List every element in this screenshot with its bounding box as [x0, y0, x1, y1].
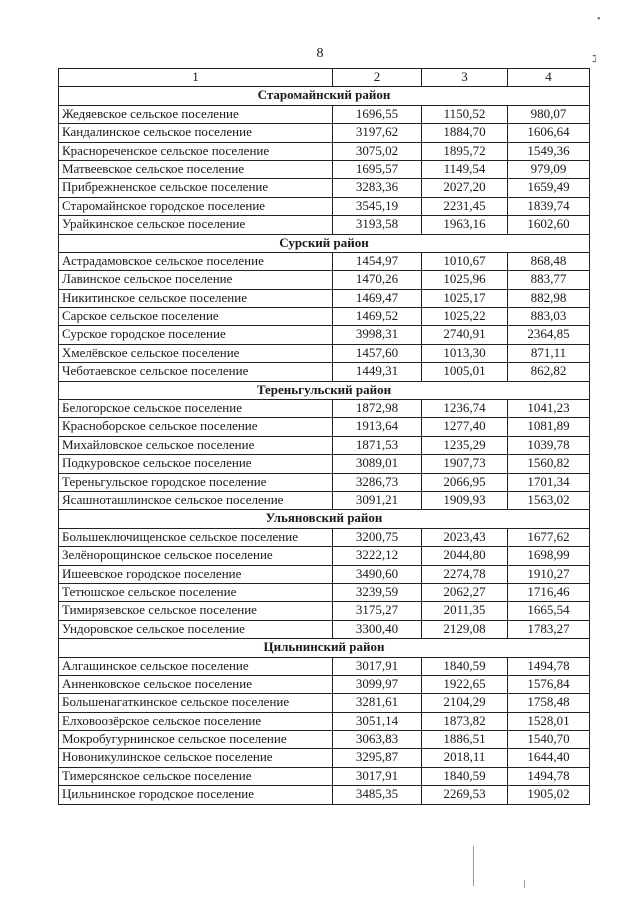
value-col-2: 3200,75	[333, 528, 422, 546]
value-col-3: 1840,59	[422, 657, 508, 675]
district-row	[59, 639, 590, 657]
settlement-row	[59, 731, 590, 749]
scan-speck: ℷ	[592, 54, 597, 65]
value-col-3: 1895,72	[422, 142, 508, 160]
settlement-name: Никитинское сельское поселение	[59, 289, 333, 307]
settlement-name: Подкуровское сельское поселение	[59, 455, 333, 473]
value-col-4: 1701,34	[508, 473, 590, 491]
value-col-3: 2274,78	[422, 565, 508, 583]
scan-line	[473, 846, 474, 886]
value-col-3: 1025,96	[422, 271, 508, 289]
settlement-name: Большеключищенское сельское поселение	[59, 528, 333, 546]
settlement-row	[59, 418, 590, 436]
settlement-name: Сарское сельское поселение	[59, 308, 333, 326]
settlement-table-container	[58, 68, 589, 805]
value-col-4: 1698,99	[508, 547, 590, 565]
settlement-row	[59, 179, 590, 197]
settlement-name: Новоникулинское сельское поселение	[59, 749, 333, 767]
settlement-row	[59, 473, 590, 491]
settlement-row	[59, 326, 590, 344]
value-col-3: 1235,29	[422, 436, 508, 454]
value-col-4: 1563,02	[508, 491, 590, 509]
settlement-row	[59, 252, 590, 270]
value-col-4: 1783,27	[508, 620, 590, 638]
settlement-row	[59, 216, 590, 234]
settlement-row	[59, 712, 590, 730]
settlement-name: Ишеевское городское поселение	[59, 565, 333, 583]
value-col-4: 1905,02	[508, 786, 590, 804]
settlement-name: Цильнинское городское поселение	[59, 786, 333, 804]
settlement-row	[59, 271, 590, 289]
settlement-name: Тимирязевское сельское поселение	[59, 602, 333, 620]
value-col-3: 1886,51	[422, 731, 508, 749]
settlement-row	[59, 105, 590, 123]
value-col-4: 883,03	[508, 308, 590, 326]
table-body	[59, 69, 590, 805]
settlement-row	[59, 602, 590, 620]
value-col-3: 2018,11	[422, 749, 508, 767]
settlement-name: Прибрежненское сельское поселение	[59, 179, 333, 197]
settlement-name: Сурское городское поселение	[59, 326, 333, 344]
value-col-4: 1910,27	[508, 565, 590, 583]
settlement-row	[59, 749, 590, 767]
value-col-3: 2066,95	[422, 473, 508, 491]
settlement-name: Ясашноташлинское сельское поселение	[59, 491, 333, 509]
settlement-name: Тетюшское сельское поселение	[59, 583, 333, 601]
value-col-3: 2231,45	[422, 197, 508, 215]
value-col-4: 1494,78	[508, 657, 590, 675]
settlement-row	[59, 436, 590, 454]
value-col-4: 1494,78	[508, 767, 590, 785]
value-col-3: 2027,20	[422, 179, 508, 197]
settlement-name: Чеботаевское сельское поселение	[59, 363, 333, 381]
value-col-2: 3175,27	[333, 602, 422, 620]
value-col-2: 3017,91	[333, 657, 422, 675]
value-col-2: 3286,73	[333, 473, 422, 491]
value-col-3: 2129,08	[422, 620, 508, 638]
value-col-2: 3295,87	[333, 749, 422, 767]
settlement-row	[59, 491, 590, 509]
value-col-2: 1695,57	[333, 160, 422, 178]
column-header-4: 4	[508, 69, 590, 87]
district-row	[59, 381, 590, 399]
column-header-1: 1	[59, 69, 333, 87]
settlement-row	[59, 786, 590, 804]
district-row	[59, 87, 590, 105]
district-name: Ульяновский район	[59, 510, 590, 528]
settlement-name: Жедяевское сельское поселение	[59, 105, 333, 123]
settlement-name: Тимерсянское сельское поселение	[59, 767, 333, 785]
value-col-2: 1696,55	[333, 105, 422, 123]
value-col-3: 1150,52	[422, 105, 508, 123]
value-col-4: 1758,48	[508, 694, 590, 712]
value-col-4: 2364,85	[508, 326, 590, 344]
value-col-2: 3099,97	[333, 675, 422, 693]
settlement-row	[59, 620, 590, 638]
value-col-2: 1872,98	[333, 400, 422, 418]
settlement-row	[59, 455, 590, 473]
value-col-2: 3197,62	[333, 124, 422, 142]
value-col-4: 1839,74	[508, 197, 590, 215]
value-col-2: 1469,47	[333, 289, 422, 307]
district-name: Тереньгульский район	[59, 381, 590, 399]
settlement-name: Елховоозёрское сельское поселение	[59, 712, 333, 730]
settlement-row	[59, 124, 590, 142]
settlement-row	[59, 583, 590, 601]
value-col-3: 1025,22	[422, 308, 508, 326]
value-col-2: 3193,58	[333, 216, 422, 234]
value-col-2: 1469,52	[333, 308, 422, 326]
settlement-row	[59, 363, 590, 381]
value-col-4: 1602,60	[508, 216, 590, 234]
settlement-row	[59, 767, 590, 785]
value-col-3: 1840,59	[422, 767, 508, 785]
settlement-row	[59, 344, 590, 362]
value-col-2: 3091,21	[333, 491, 422, 509]
value-col-3: 2044,80	[422, 547, 508, 565]
value-col-2: 3485,35	[333, 786, 422, 804]
column-header-2: 2	[333, 69, 422, 87]
column-header-row	[59, 69, 590, 87]
settlement-name: Лавинское сельское поселение	[59, 271, 333, 289]
district-row	[59, 510, 590, 528]
value-col-3: 2104,29	[422, 694, 508, 712]
settlement-name: Белогорское сельское поселение	[59, 400, 333, 418]
value-col-3: 1013,30	[422, 344, 508, 362]
settlement-row	[59, 142, 590, 160]
value-col-2: 3281,61	[333, 694, 422, 712]
value-col-3: 1010,67	[422, 252, 508, 270]
settlement-name: Астрадамовское сельское поселение	[59, 252, 333, 270]
settlement-name: Хмелёвское сельское поселение	[59, 344, 333, 362]
scan-line	[524, 880, 525, 888]
value-col-2: 3063,83	[333, 731, 422, 749]
value-col-2: 1913,64	[333, 418, 422, 436]
value-col-2: 3222,12	[333, 547, 422, 565]
value-col-4: 1081,89	[508, 418, 590, 436]
value-col-3: 2023,43	[422, 528, 508, 546]
value-col-4: 1549,36	[508, 142, 590, 160]
value-col-4: 1677,62	[508, 528, 590, 546]
value-col-2: 1449,31	[333, 363, 422, 381]
settlement-row	[59, 528, 590, 546]
value-col-4: 1606,64	[508, 124, 590, 142]
value-col-3: 1909,93	[422, 491, 508, 509]
value-col-3: 1025,17	[422, 289, 508, 307]
value-col-3: 1149,54	[422, 160, 508, 178]
settlement-name: Кандалинское сельское поселение	[59, 124, 333, 142]
value-col-3: 1884,70	[422, 124, 508, 142]
settlement-row	[59, 197, 590, 215]
value-col-4: 1528,01	[508, 712, 590, 730]
value-col-3: 1005,01	[422, 363, 508, 381]
value-col-4: 868,48	[508, 252, 590, 270]
value-col-4: 980,07	[508, 105, 590, 123]
district-row	[59, 234, 590, 252]
value-col-2: 3300,40	[333, 620, 422, 638]
value-col-4: 862,82	[508, 363, 590, 381]
settlement-name: Тереньгульское городское поселение	[59, 473, 333, 491]
value-col-4: 883,77	[508, 271, 590, 289]
settlement-row	[59, 565, 590, 583]
settlement-name: Мокробугурнинское сельское поселение	[59, 731, 333, 749]
value-col-3: 2011,35	[422, 602, 508, 620]
value-col-2: 3283,36	[333, 179, 422, 197]
district-name: Старомайнский район	[59, 87, 590, 105]
value-col-4: 1039,78	[508, 436, 590, 454]
page-number: 8	[316, 46, 324, 61]
value-col-4: 979,09	[508, 160, 590, 178]
value-col-3: 1907,73	[422, 455, 508, 473]
scan-speck: •	[597, 14, 601, 25]
value-col-4: 1041,23	[508, 400, 590, 418]
value-col-4: 1540,70	[508, 731, 590, 749]
settlement-name: Краснореченское сельское поселение	[59, 142, 333, 160]
value-col-4: 1716,46	[508, 583, 590, 601]
settlement-name: Матвеевское сельское поселение	[59, 160, 333, 178]
value-col-2: 3017,91	[333, 767, 422, 785]
value-col-4: 1576,84	[508, 675, 590, 693]
settlement-row	[59, 675, 590, 693]
settlement-row	[59, 308, 590, 326]
value-col-4: 1665,54	[508, 602, 590, 620]
settlement-name: Ундоровское сельское поселение	[59, 620, 333, 638]
value-col-4: 882,98	[508, 289, 590, 307]
settlement-row	[59, 694, 590, 712]
value-col-3: 1873,82	[422, 712, 508, 730]
settlement-name: Красноборское сельское поселение	[59, 418, 333, 436]
settlement-name: Алгашинское сельское поселение	[59, 657, 333, 675]
settlement-row	[59, 657, 590, 675]
value-col-2: 1457,60	[333, 344, 422, 362]
value-col-2: 3075,02	[333, 142, 422, 160]
value-col-2: 1470,26	[333, 271, 422, 289]
value-col-3: 2062,27	[422, 583, 508, 601]
settlement-name: Урайкинское сельское поселение	[59, 216, 333, 234]
value-col-3: 1236,74	[422, 400, 508, 418]
settlement-name: Михайловское сельское поселение	[59, 436, 333, 454]
value-col-3: 2740,91	[422, 326, 508, 344]
value-col-2: 3051,14	[333, 712, 422, 730]
district-name: Цильнинский район	[59, 639, 590, 657]
column-header-3: 3	[422, 69, 508, 87]
settlement-name: Старомайнское городское поселение	[59, 197, 333, 215]
settlement-name: Большенагаткинское сельское поселение	[59, 694, 333, 712]
value-col-2: 1871,53	[333, 436, 422, 454]
settlement-name: Анненковское сельское поселение	[59, 675, 333, 693]
settlement-table	[58, 68, 590, 805]
settlement-row	[59, 289, 590, 307]
value-col-3: 2269,53	[422, 786, 508, 804]
value-col-4: 1659,49	[508, 179, 590, 197]
value-col-3: 1963,16	[422, 216, 508, 234]
value-col-2: 3998,31	[333, 326, 422, 344]
value-col-3: 1277,40	[422, 418, 508, 436]
value-col-2: 3545,19	[333, 197, 422, 215]
settlement-row	[59, 160, 590, 178]
value-col-3: 1922,65	[422, 675, 508, 693]
value-col-2: 1454,97	[333, 252, 422, 270]
district-name: Сурский район	[59, 234, 590, 252]
settlement-name: Зелёнорощинское сельское поселение	[59, 547, 333, 565]
value-col-4: 1560,82	[508, 455, 590, 473]
value-col-4: 1644,40	[508, 749, 590, 767]
settlement-row	[59, 400, 590, 418]
value-col-4: 871,11	[508, 344, 590, 362]
value-col-2: 3239,59	[333, 583, 422, 601]
value-col-2: 3089,01	[333, 455, 422, 473]
settlement-row	[59, 547, 590, 565]
value-col-2: 3490,60	[333, 565, 422, 583]
